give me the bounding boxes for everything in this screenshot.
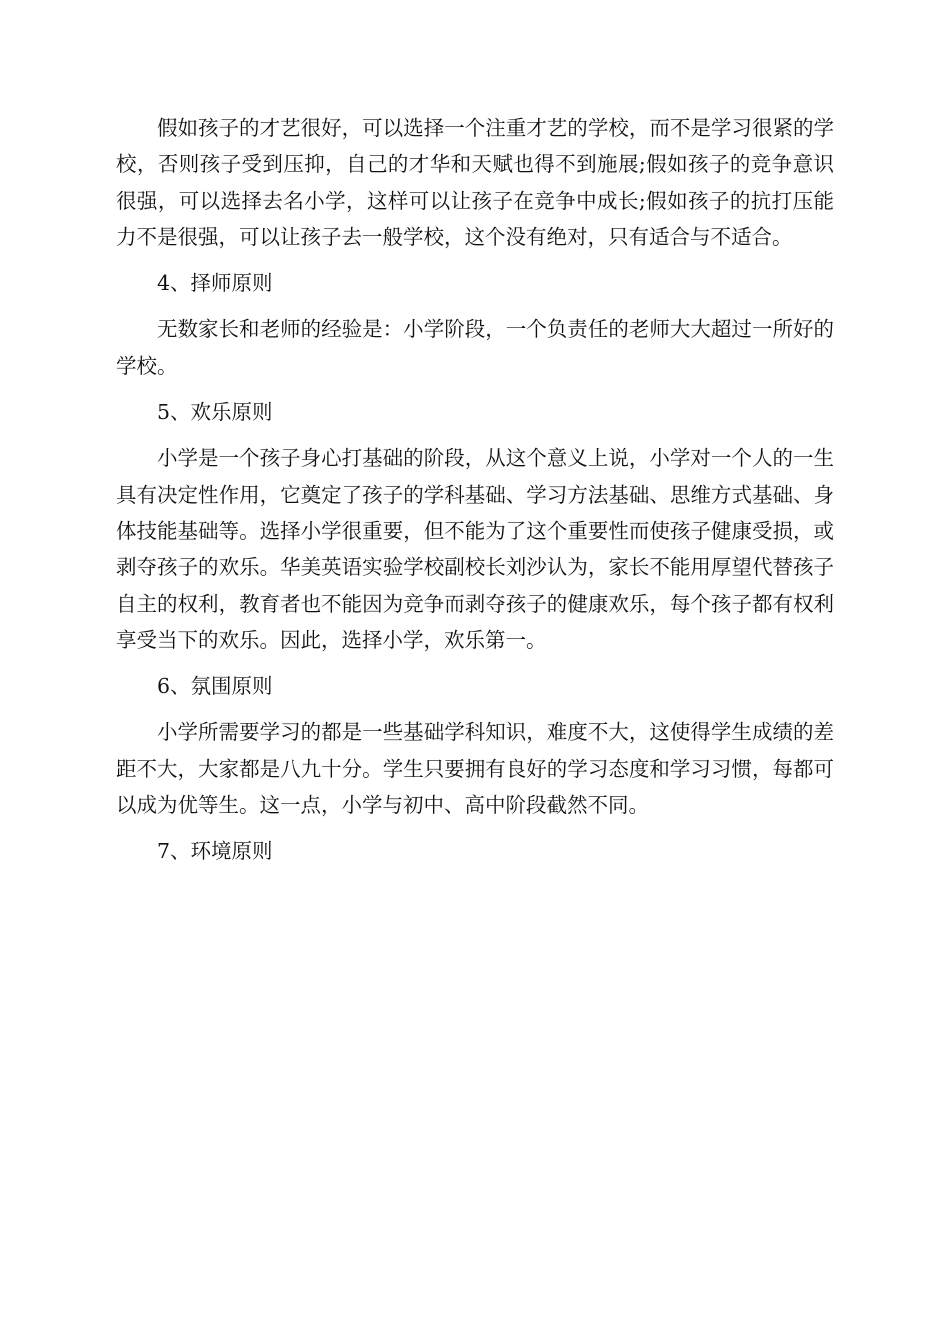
paragraph-teacher-principle: 无数家长和老师的经验是：小学阶段，一个负责任的老师大大超过一所好的学校。 [116,317,834,378]
heading-environment-principle: 7、环境原则 [157,839,273,864]
heading-atmosphere-principle: 6、氛围原则 [157,674,273,699]
paragraph-talent-school: 假如孩子的才艺很好，可以选择一个注重才艺的学校，而不是学习很紧的学校，否则孩子受到压抑，自己的才华和天赋也得不到施展;假如孩子的竞争意识很强，可以选择去名小学，这样可以让孩子在竞争中成长;假如孩子的抗打压能力不是很强，可以让孩子去一般学校，这个没有绝对，只有适合与不适合。 [116,116,834,249]
paragraph-atmosphere-principle: 小学所需要学习的都是一些基础学科知识，难度不大，这使得学生成绩的差距不大，大家都是八九十分。学生只要拥有良好的学习态度和学习习惯，每都可以成为优等生。这一点，小学与初中、高中阶段截然不同。 [116,720,834,818]
heading-teacher-principle: 4、择师原则 [157,271,273,296]
heading-happiness-principle: 5、欢乐原则 [157,400,273,425]
paragraph-happiness-principle: 小学是一个孩子身心打基础的阶段，从这个意义上说，小学对一个人的一生具有决定性作用，它奠定了孩子的学科基础、学习方法基础、思维方式基础、身体技能基础等。选择小学很重要，但不能为了这个重要性而使孩子健康受损，或剥夺孩子的欢乐。华美英语实验学校副校长刘沙认为，家长不能用厚望代替孩子自主的权利，教育者也不能因为竞争而剥夺孩子的健康欢乐，每个孩子都有权利享受当下的欢乐。因此，选择小学，欢乐第一。 [116,446,834,652]
document-page [116,110,834,880]
